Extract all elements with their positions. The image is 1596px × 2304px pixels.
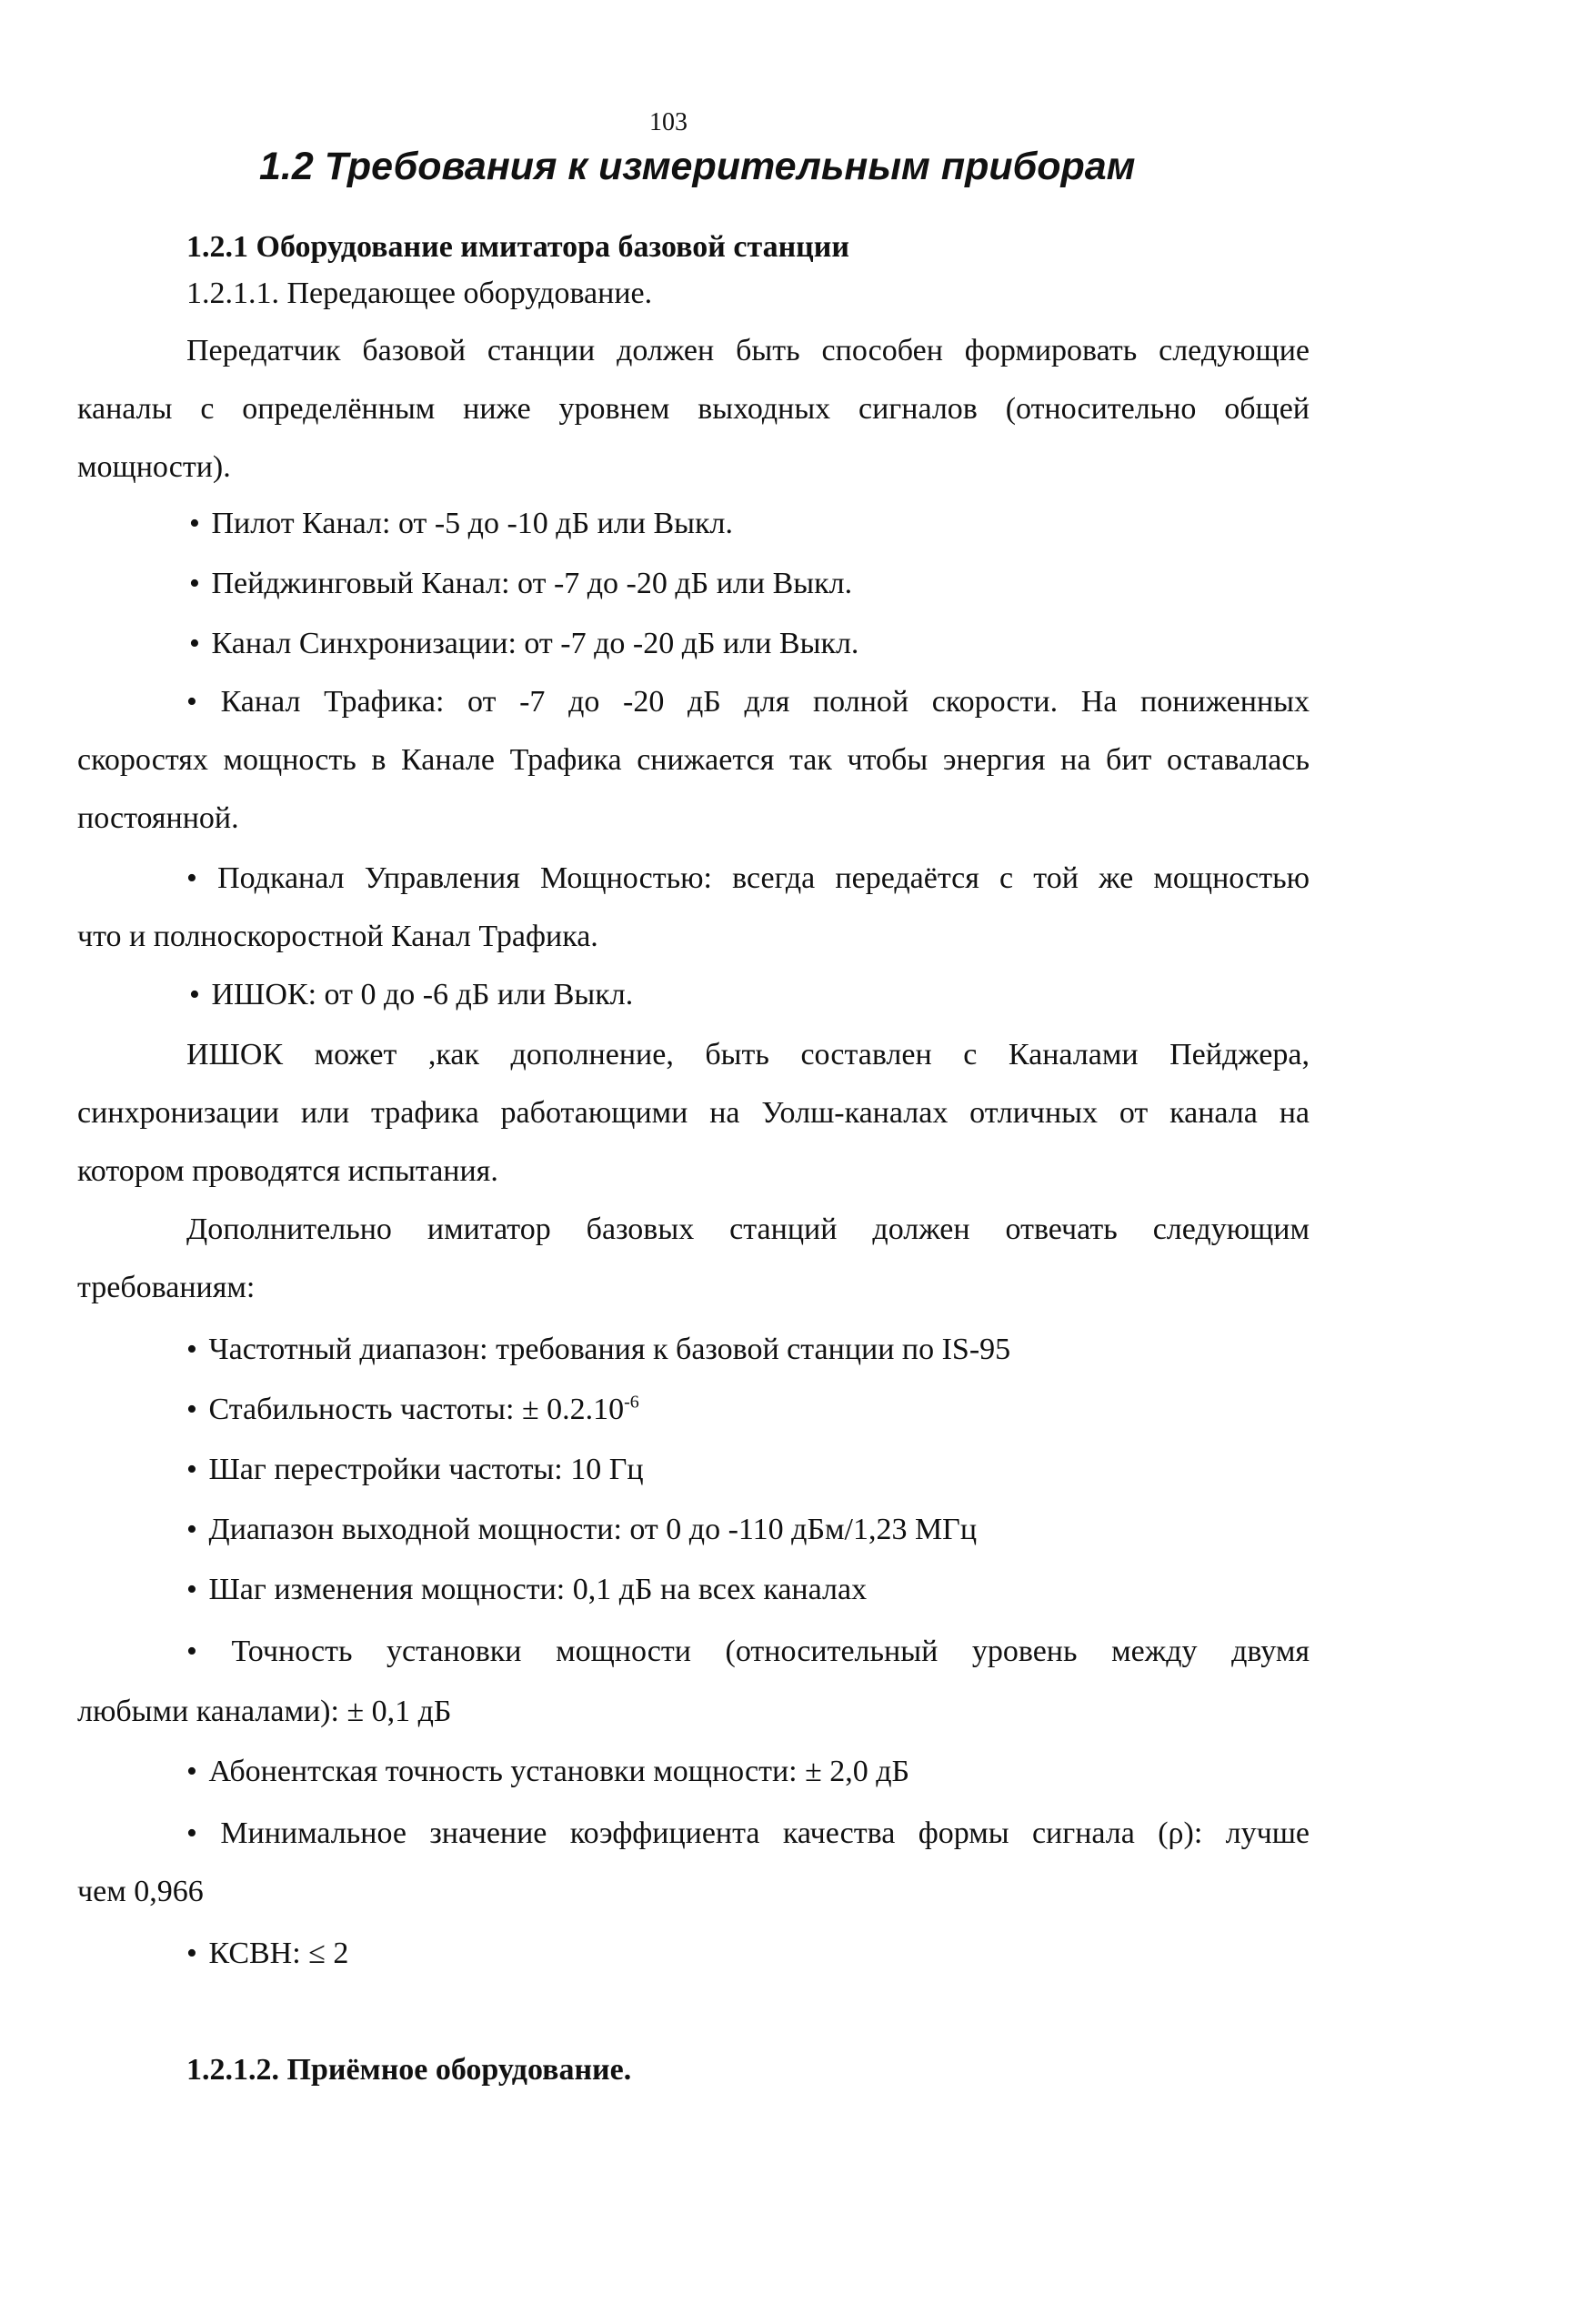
bullet-icon: • [189, 507, 200, 540]
traffic-line-3: постоянной. [77, 801, 239, 835]
paging-channel-text: Пейджинговый Канал: от -7 до -20 дБ или Выкл. [211, 567, 853, 600]
subscriber-accuracy-text: Абонентская точность установки мощности: ± 2,0 дБ [208, 1755, 910, 1788]
power-control-line-1 [186, 860, 1310, 898]
subsection-title: 1.2.1 Оборудование имитатора базовой станции [186, 230, 849, 264]
bullet-item-vswr [186, 1936, 348, 1973]
ishok-text: ИШОК: от 0 до -6 дБ или Выкл. [211, 978, 634, 1011]
bullet-icon: • [186, 861, 197, 895]
pilot-channel-text: Пилот Канал: от -5 до -10 дБ или Выкл. [211, 507, 733, 540]
additional-line-1: Дополнительно имитатор базовых станций должен отвечать следующим [186, 1212, 1310, 1246]
ishok-paragraph-line-2: синхронизации или трафика работающими на Уолш-каналах отличных от канала на [77, 1096, 1310, 1130]
stability-exponent: -6 [624, 1392, 639, 1413]
power-step-text: Шаг изменения мощности: 0,1 дБ на всех каналах [208, 1573, 868, 1606]
bullet-icon: • [186, 685, 197, 719]
intro-line-2: каналы с определённым ниже уровнем выходных сигналов (относительно общей [77, 392, 1310, 426]
power-control-line-1-text: Подканал Управления Мощностью: всегда передаётся с той же мощностью [217, 861, 1310, 895]
traffic-line-2: скоростях мощность в Канале Трафика снижается так чтобы энергия на бит оставалась [77, 743, 1310, 777]
subsubsection-receive-heading: 1.2.1.2. Приёмное оборудование. [186, 2053, 632, 2087]
bullet-icon: • [189, 627, 200, 660]
bullet-item-paging [189, 566, 852, 603]
bullet-icon: • [186, 1755, 197, 1788]
bullet-item-output-range [186, 1512, 977, 1549]
page-number: 103 [649, 108, 688, 136]
bullet-item-pilot [189, 506, 733, 543]
bullet-icon: • [186, 1635, 197, 1668]
output-range-text: Диапазон выходной мощности: от 0 до -110 дБм/1,23 МГц [208, 1513, 978, 1546]
stability-text: Стабильность частоты: ± 0.2.10 [208, 1393, 625, 1426]
sync-channel-text: Канал Синхронизации: от -7 до -20 дБ или Выкл. [211, 627, 859, 660]
ishok-paragraph-line-3: котором проводятся испытания. [77, 1154, 498, 1188]
bullet-icon: • [186, 1513, 197, 1546]
traffic-line-1-text: Канал Трафика: от -7 до -20 дБ для полной скорости. На пониженных [220, 685, 1310, 719]
vswr-text: КСВН: ≤ 2 [208, 1937, 349, 1970]
bullet-icon: • [186, 1816, 197, 1850]
bullet-item-power-step [186, 1572, 867, 1609]
intro-line-1: Передатчик базовой станции должен быть способен формировать следующие [186, 334, 1310, 367]
intro-line-3: мощности). [77, 450, 231, 484]
rho-line-1 [186, 1816, 1310, 1853]
rho-line-1-text: Минимальное значение коэффициента качества формы сигнала (ρ): лучше [220, 1816, 1310, 1850]
bullet-item-subscriber-accuracy [186, 1754, 909, 1791]
bullet-item-tuning-step [186, 1452, 644, 1489]
bullet-icon: • [189, 567, 200, 600]
section-title: 1.2 Требования к измерительным приборам [259, 145, 1136, 188]
accuracy-line-1-text: Точность установки мощности (относительный уровень между двумя [231, 1635, 1310, 1668]
bullet-item-sync [189, 626, 858, 663]
bullet-item-ishok [189, 977, 633, 1014]
bullet-item-stability [186, 1392, 639, 1429]
accuracy-line-2: любыми каналами): ± 0,1 дБ [77, 1695, 452, 1728]
bullet-icon: • [186, 1573, 197, 1606]
bullet-icon: • [186, 1453, 197, 1486]
rho-line-2: чем 0,966 [77, 1875, 204, 1908]
frequency-range-text: Частотный диапазон: требования к базовой станции по IS-95 [208, 1333, 1011, 1366]
accuracy-line-1 [186, 1634, 1310, 1671]
bullet-icon: • [189, 978, 200, 1011]
bullet-icon: • [186, 1937, 197, 1970]
bullet-icon: • [186, 1393, 197, 1426]
ishok-paragraph-line-1: ИШОК может ,как дополнение, быть составлен с Каналами Пейджера, [186, 1038, 1310, 1072]
bullet-icon: • [186, 1333, 197, 1366]
traffic-line-1 [186, 684, 1310, 721]
additional-line-2: требованиям: [77, 1271, 256, 1304]
power-control-line-2: что и полноскоростной Канал Трафика. [77, 920, 598, 953]
subsubsection-transmit-heading: 1.2.1.1. Передающее оборудование. [186, 277, 653, 310]
bullet-item-frequency-range [186, 1332, 1010, 1369]
tuning-step-text: Шаг перестройки частоты: 10 Гц [208, 1453, 644, 1486]
